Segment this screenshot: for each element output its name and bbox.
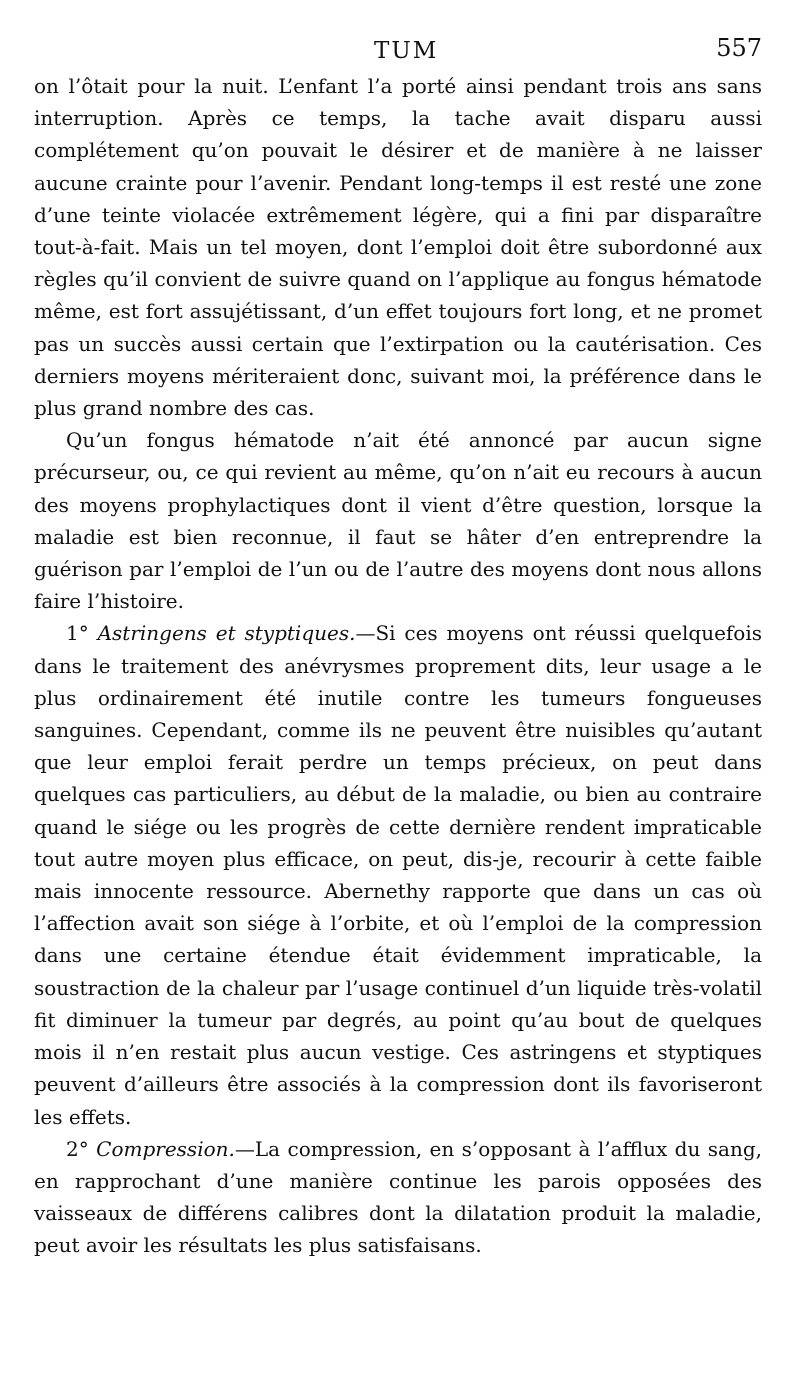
paragraph-text: —La compression, en s’opposant à l’afflux du sang, en rapprochant d’une manière continue les parois opposées des vaisseaux de différens calibres dont la dilatation produit la maladie, peut avoir les résultats les plus satisfaisans. bbox=[34, 1136, 762, 1258]
paragraph-continued bbox=[34, 70, 762, 424]
section-paragraph-astringens bbox=[34, 617, 762, 1132]
section-paragraph-compression bbox=[34, 1133, 762, 1262]
body-text bbox=[34, 70, 762, 1262]
section-number: 1° bbox=[66, 621, 89, 646]
section-heading: Astringens et styptiques. bbox=[97, 621, 356, 646]
section-number: 2° bbox=[66, 1136, 89, 1161]
paragraph bbox=[34, 424, 762, 617]
paragraph-text: Qu’un fongus hématode n’ait été annoncé par aucun signe précurseur, ou, ce qui revient au même, qu’on n’ait eu recours à aucun des moyens prophylactiques dont il vient d’être question, lorsque la maladie est bien reconnue, il faut se hâter d’en entreprendre la guérison par l’emploi de l’un ou de l’autre des moyens dont nous allons faire l’histoire. bbox=[34, 428, 762, 614]
paragraph-text: on l’ôtait pour la nuit. L’enfant l’a porté ainsi pendant trois ans sans interruption. Après ce temps, la tache avait disparu aussi complétement qu’on pouvait le désirer et de manière à ne laisser aucune crainte pour l’avenir. Pendant long-temps il est resté une zone d’une teinte violacée extrêmement légère, qui a fini par disparaître tout-à-fait. Mais un tel moyen, dont l’emploi doit être subordonné aux règles qu’il convient de suivre quand on l’applique au fongus hématode même, est fort assujétissant, d’un effet toujours fort long, et ne promet pas un succès aussi certain que l’extirpation ou la cautérisation. Ces derniers moyens mériteraient donc, suivant moi, la préférence dans le plus grand nombre des cas. bbox=[34, 74, 762, 421]
running-head-title: TUM bbox=[374, 38, 439, 64]
page-number: 557 bbox=[716, 34, 762, 62]
paragraph-text: —Si ces moyens ont réussi quelquefois dans le traitement des anévrysmes proprement dits, leur usage a le plus ordinairement été inutile contre les tumeurs fongueuses sanguines. Cependant, comme ils ne peuvent être nuisibles qu’autant que leur emploi ferait perdre un temps précieux, on peut dans quelques cas particuliers, au début de la maladie, ou bien au contraire quand le siége ou les progrès de cette dernière rendent impraticable tout autre moyen plus efficace, on peut, dis-je, recourir à cette faible mais innocente ressource. Abernethy rapporte que dans un cas où l’affection avait son siége à l’orbite, et où l’emploi de la compression dans une certaine étendue était évidemment impraticable, la soustraction de la chaleur par l’usage continuel d’un liquide très-volatil fit diminuer la tumeur par degrés, au point qu’au bout de quelques mois il n’en restait plus aucun vestige. Ces astringens et styptiques peuvent d’ailleurs être associés à la compression dont ils favoriseront les effets. bbox=[34, 621, 763, 1129]
running-head bbox=[34, 30, 762, 70]
section-heading: Compression. bbox=[96, 1136, 235, 1161]
